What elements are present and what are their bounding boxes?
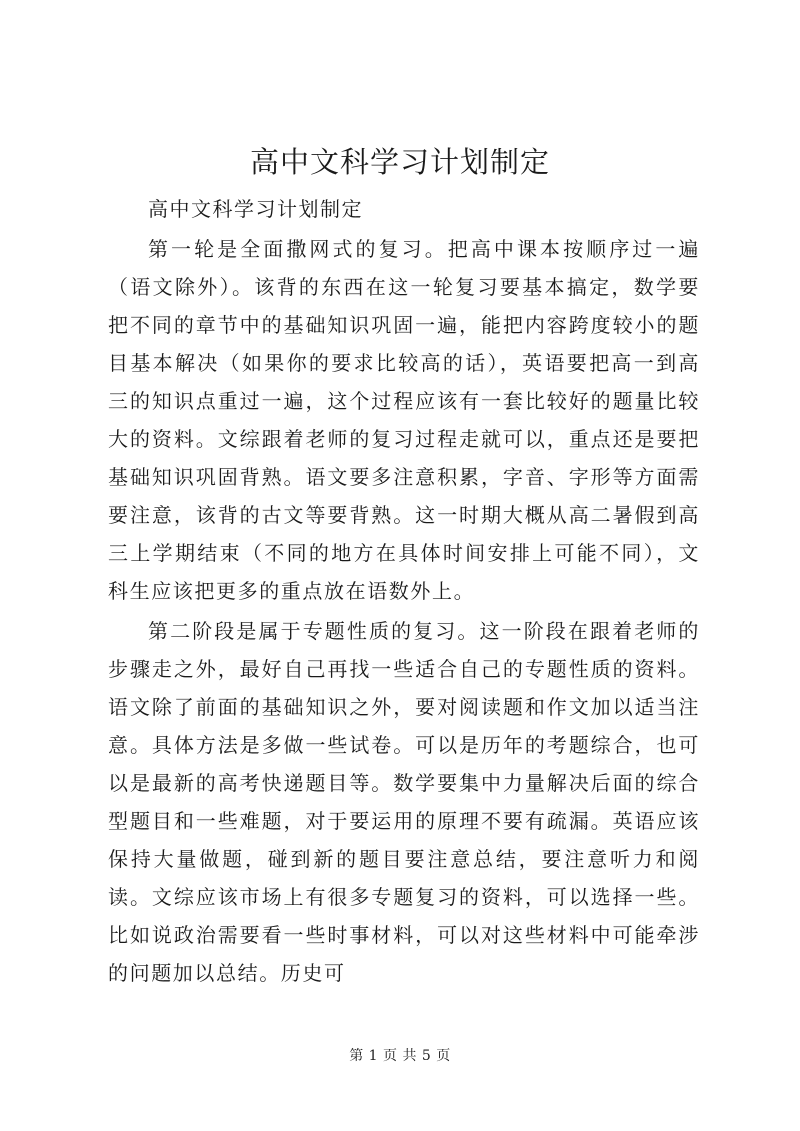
- subtitle-paragraph: 高中文科学习计划制定: [148, 197, 363, 221]
- document-title: 高中文科学习计划制定: [249, 145, 550, 179]
- body-paragraph: 第一轮是全面撒网式的复习。把高中课本按顺序过一遍（语文除外）。该背的东西在这一轮复习要基本搞定，数学要把不同的章节中的基础知识巩固一遍，能把内容跨度较小的题目基本解决（如果你的要求比较高的话），英语要把高一到高三的知识点重过一遍，这个过程应该有一套比较好的题量比较大的资料。文综跟着老师的复习过程走就可以，重点还是要把基础知识巩固背熟。语文要多注意积累，字音、字形等方面需要注意，该背的古文等要背熟。这一时期大概从高二暑假到高三上学期结束（不同的地方在具体时间安排上可能不同），文科生应该把更多的重点放在语数外上。: [108, 237, 700, 603]
- document-body: [108, 190, 700, 992]
- page-footer: 第 1 页 共 5 页: [349, 1048, 451, 1064]
- body-paragraph: 第二阶段是属于专题性质的复习。这一阶段在跟着老师的步骤走之外，最好自己再找一些适合自己的专题性质的资料。语文除了前面的基础知识之外，要对阅读题和作文加以适当注意。具体方法是多做一些试卷。可以是历年的考题综合，也可以是最新的高考快递题目等。数学要集中力量解决后面的综合型题目和一些难题，对于要运用的原理不要有疏漏。英语应该保持大量做题，碰到新的题目要注意总结，要注意听力和阅读。文综应该市场上有很多专题复习的资料，可以选择一些。比如说政治需要看一些时事材料，可以对这些材料中可能牵涉的问题加以总结。历史可: [108, 619, 700, 985]
